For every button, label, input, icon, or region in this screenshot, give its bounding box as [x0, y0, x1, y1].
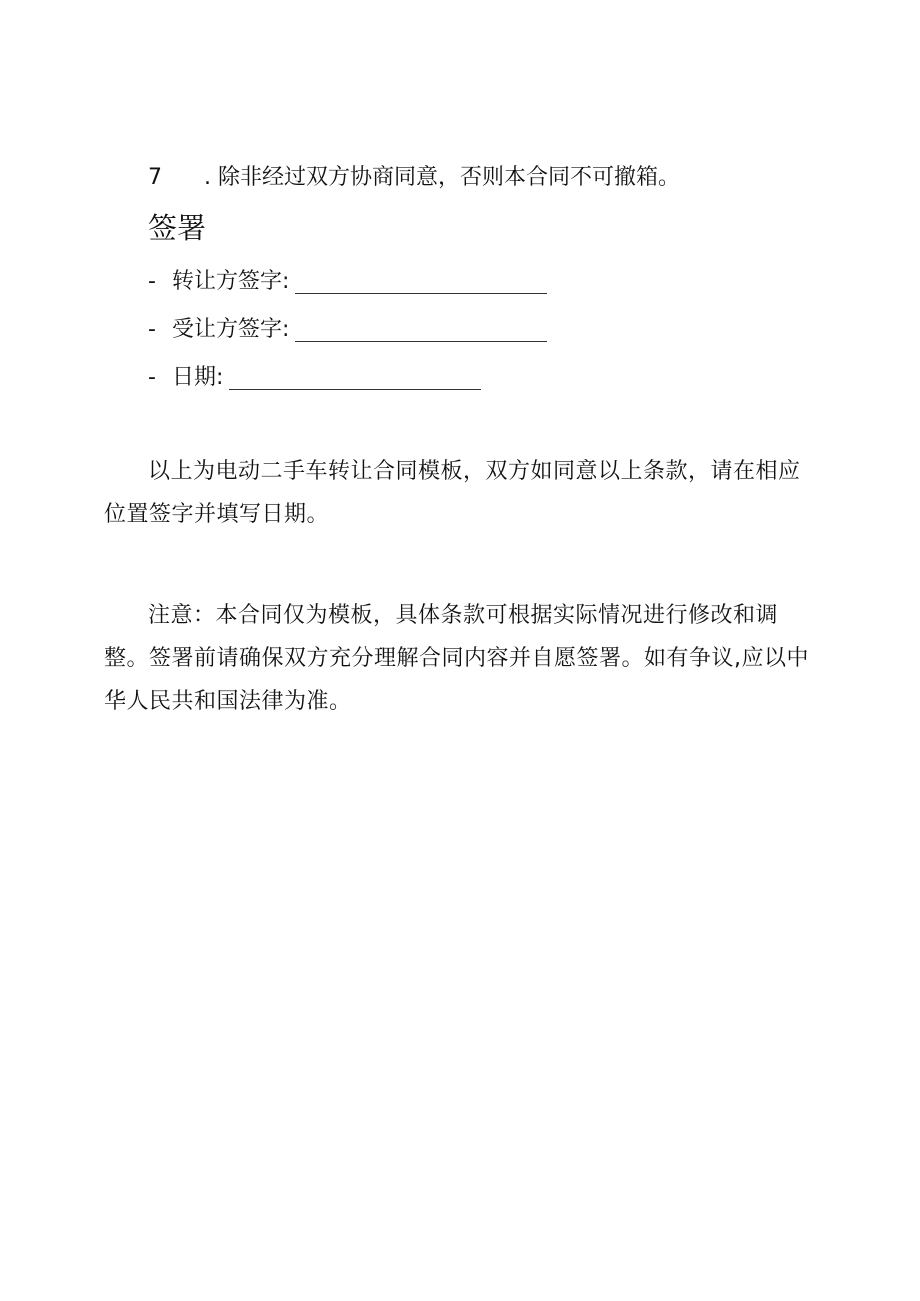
- clause-text: . 除非经过双方协商同意，否则本合同不可撤箱。: [204, 165, 680, 190]
- transferee-signature-field[interactable]: [295, 319, 547, 342]
- date-label: 日期:: [172, 365, 224, 390]
- list-dash: -: [148, 365, 156, 390]
- transferor-signature-line: [148, 266, 547, 298]
- transferee-signature-label: 受让方签字:: [172, 317, 290, 342]
- clause-7: [148, 162, 680, 194]
- transferee-signature-line: [148, 314, 547, 346]
- signature-heading: 签署: [148, 211, 207, 245]
- list-dash: -: [148, 317, 156, 342]
- closing-paragraph: 以上为电动二手车转让合同模板，双方如同意以上条款，请在相应位置签字并填写日期。: [104, 459, 801, 527]
- date-line: [148, 362, 481, 394]
- transferor-signature-field[interactable]: [295, 271, 547, 294]
- clause-number: 7: [148, 165, 162, 190]
- date-field[interactable]: [229, 367, 481, 390]
- transferor-signature-label: 转让方签字:: [172, 269, 290, 294]
- note-paragraph: 注意：本合同仅为模板，具体条款可根据实际情况进行修改和调整。签署前请确保双方充分理解合同内容并自愿签署。如有争议,应以中华人民共和国法律为准。: [104, 603, 809, 714]
- list-dash: -: [148, 269, 156, 294]
